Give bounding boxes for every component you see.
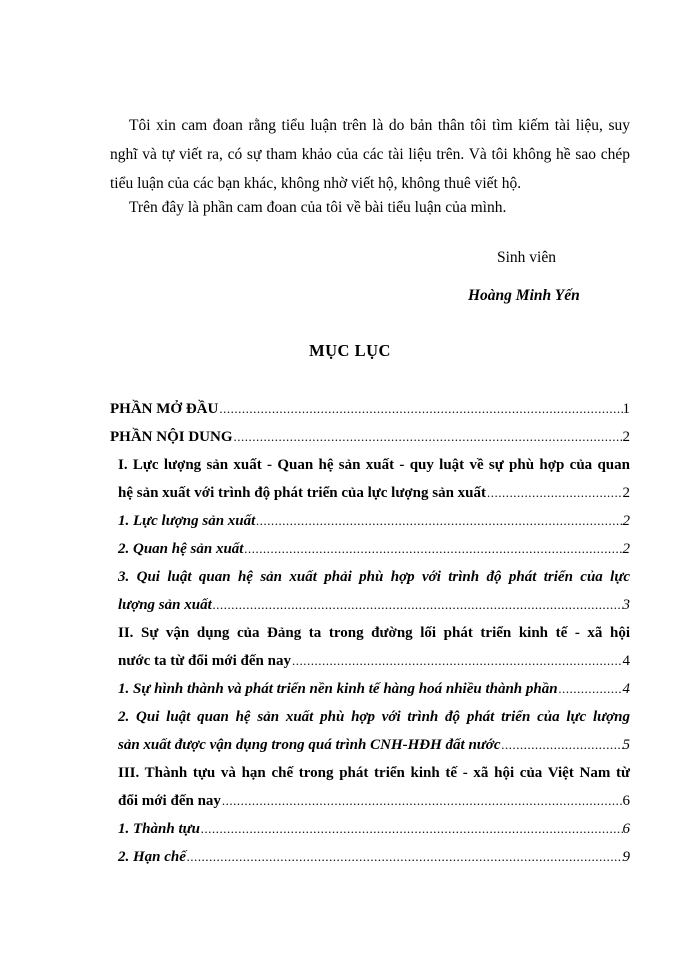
toc-page-number: 6: [622, 793, 630, 809]
toc-entry-label: 2. Hạn chế: [118, 849, 186, 865]
signature-name: Hoàng Minh Yến: [468, 287, 580, 304]
toc-entry-content[interactable]: [110, 423, 630, 451]
toc-page-number: 2: [622, 429, 630, 445]
toc-entry-section-2-2[interactable]: [110, 703, 630, 759]
table-of-contents: [110, 395, 630, 871]
toc-leader-dots: [200, 815, 623, 843]
toc-entry-label: 1. Sự hình thành và phát triển nền kinh tế hàng hoá nhiều thành phần: [118, 681, 558, 697]
toc-leader-dots: [218, 395, 622, 423]
toc-entry-section-2[interactable]: [110, 619, 630, 675]
toc-entry-section-3-2[interactable]: [110, 843, 630, 871]
toc-entry-section-2-1[interactable]: [110, 675, 630, 703]
toc-entry-label: lượng sản xuất: [118, 597, 212, 613]
toc-entry-label-line-1: I. Lực lượng sản xuất - Quan hệ sản xuất - quy luật về sự phù hợp của quan: [118, 457, 630, 473]
toc-entry-label-line-1: III. Thành tựu và hạn chế trong phát triển kinh tế - xã hội của Việt Nam từ: [118, 765, 630, 781]
toc-entry-label: hệ sản xuất với trình độ phát triển của lực lượng sản xuất: [118, 485, 486, 501]
toc-entry-section-3-1[interactable]: [110, 815, 630, 843]
toc-leader-dots: [221, 787, 623, 815]
toc-page-number: 2: [622, 541, 630, 557]
toc-leader-dots: [186, 843, 623, 871]
toc-page-number: 2: [622, 485, 630, 501]
toc-page-number: 9: [622, 849, 630, 865]
toc-entry-section-3[interactable]: [110, 759, 630, 815]
toc-entry-label: 2. Quan hệ sản xuất: [118, 541, 244, 557]
toc-entry-label: PHẦN MỞ ĐẦU: [110, 401, 219, 417]
toc-leader-dots: [291, 647, 623, 675]
toc-entry-section-1-3[interactable]: [110, 563, 630, 619]
toc-leader-dots: [243, 535, 622, 563]
toc-leader-dots: [255, 507, 622, 535]
toc-entry-label: nước ta từ đổi mới đến nay: [118, 653, 291, 669]
toc-entry-label: PHẦN NỘI DUNG: [110, 429, 233, 445]
toc-page-number: 1: [622, 401, 630, 417]
toc-entry-label: 1. Lực lượng sản xuất: [118, 513, 256, 529]
toc-leader-dots: [233, 423, 623, 451]
toc-page-number: 3: [622, 597, 630, 613]
toc-leader-dots: [486, 479, 623, 507]
toc-entry-section-1-1[interactable]: [110, 507, 630, 535]
toc-entry-label-line-1: II. Sự vận dụng của Đảng ta trong đường lối phát triển kinh tế - xã hội: [118, 625, 630, 641]
toc-page-number: 4: [622, 681, 630, 697]
signature-role: Sinh viên: [497, 249, 556, 266]
toc-page-number: 4: [622, 653, 630, 669]
toc-page-number: 5: [622, 737, 630, 753]
toc-page-number: 2: [622, 513, 630, 529]
toc-entry-intro[interactable]: [110, 395, 630, 423]
toc-title: MỤC LỤC: [309, 341, 391, 360]
toc-entry-label: 1. Thành tựu: [118, 821, 200, 837]
toc-entry-label-line-1: 2. Qui luật quan hệ sản xuất phù hợp với trình độ phát triển của lực lượng: [118, 709, 630, 725]
toc-entry-section-1-2[interactable]: [110, 535, 630, 563]
toc-leader-dots: [558, 675, 623, 703]
toc-leader-dots: [212, 591, 623, 619]
toc-entry-section-1[interactable]: [110, 451, 630, 507]
declaration-paragraph-1: Tôi xin cam đoan rằng tiểu luận trên là do bản thân tôi tìm kiếm tài liệu, suy nghĩ và tự viết ra, có sự tham khảo của các tài liệu trên. Và tôi không hề sao chép tiểu luận của các bạn khác, không nhờ viết hộ, không thuê viết hộ.: [110, 117, 630, 192]
toc-page-number: 6: [622, 821, 630, 837]
toc-leader-dots: [501, 731, 623, 759]
toc-entry-label-line-1: 3. Qui luật quan hệ sản xuất phải phù hợp với trình độ phát triển của lực: [118, 569, 630, 585]
toc-entry-label: đổi mới đến nay: [118, 793, 221, 809]
declaration-paragraph-2: Trên đây là phần cam đoan của tôi về bài tiểu luận của mình.: [129, 199, 507, 216]
toc-entry-label: sản xuất được vận dụng trong quá trình CNH-HĐH đất nước: [118, 737, 501, 753]
